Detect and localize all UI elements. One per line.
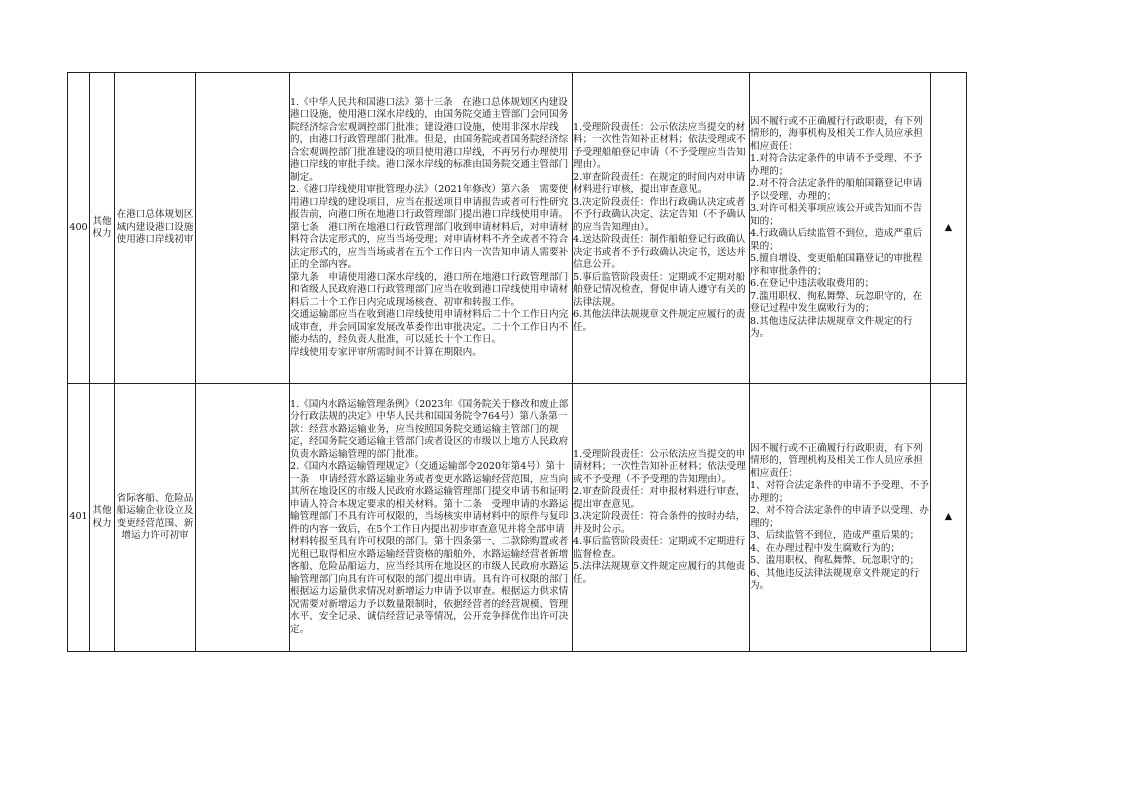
legal-basis [290,384,573,652]
liability-item: 1、对符合法定条件的申请不予受理、不予办理的； [750,480,929,504]
liability-item: 5.擅自增设、变更船舶国籍登记的审批程序和审批条件的； [750,253,923,277]
basis-paragraph: 第七条 港口所在地港口行政管理部门收到申请材料后，对申请材料符合法定形式的，应当当场受理；对申请材料不齐全或者不符合法定形式的，应当当场或者在五个工作日内一次告知申请人需要补正的全部内容。 [290,221,569,271]
duty-item: 3.决定阶段责任：作出行政确认决定或者不予行政确认决定、法定告知（不予确认的应当告知理由）。 [573,196,746,233]
accountability-items [750,384,931,652]
basis-paragraph: 2.《港口岸线使用审批管理办法》（2021年修改）第六条 需要使用港口岸线的建设项目，应当在报送项目申请报告或者可行性研究报告前，向港口所在地港口行政管理部门提出港口岸线使用申请。 [290,184,569,221]
liability-item: 因不履行或不正确履行行政职责，有下列情形的，管理机构及相关工作人员应承担相应责任： [750,442,923,479]
liability-item: 1.对符合法定条件的申请不予受理、不予办理的； [750,153,923,177]
table-row [68,73,967,384]
responsibility-items [573,384,750,652]
item-name: 在港口总体规划区域内建设港口设施使用港口岸线初审 [115,73,196,384]
basis-paragraph: 岸线使用专家评审所需时间不计算在期限内。 [290,346,482,358]
liability-item: 4.行政确认后续监管不到位，造成严重后果的； [750,228,923,252]
basis-paragraph: 2.《国内水路运输管理规定》（交通运输部令2020年第4号）第十一条 申请经营水路运输业务或者变更水路运输经营范围，应当向其所在地设区的市级人民政府水路运输管理部门提交申请书和证明申请人符合本规定要求的相关材料。第十二条 受理申请的水路运输管理部门不具有许可权限的，当场核实申请材料中的原件与复印件的内容一致后，在5个工作日内提出初步审查意见并将全部申请材料转报至具有许可权限的部门。第十四条第一、二款除购置或者光租已取得相应水路运输经营资格的船舶外，水路运输经营者新增客船、危险品船运力，应当经其所在地设区的市级人民政府水路运输管理部门向具有许可权限的部门提出申请。具有许可权限的部门根据运力运量供求情况对新增运力申请予以审查。根据运力供求情况需要对新增运力予以数量限制时，依据经营者的经营规模、管理水平、安全记录、诚信经营记录等情况，公开竞争择优作出许可决定。 [290,461,569,635]
basis-paragraph: 第九条 申请使用港口深水岸线的，港口所在地港口行政管理部门和省级人民政府港口行政管理部门应当在收到港口岸线使用申请材料后二十个工作日内完成现场核查、初审和转报工作。 [290,271,569,308]
power-type: 其他权力 [90,384,115,652]
duty-item: 2.审查阶段责任：在规定的时间内对申请材料进行审核，提出审查意见。 [573,171,746,196]
duty-item: 4.送达阶段责任：制作船舶登记行政确认决定书或者不予行政确认决定书，送达并信息公开。 [573,234,746,271]
basis-paragraph: 1.《国内水路运输管理条例》（2023年《国务院关于修改和废止部分行政法规的决定》中华人民共和国国务院令764号）第八条第一款：经营水路运输业务，应当按照国务院交通运输主管部门的规定，经国务院交通运输主管部门或者设区的市级以上地方人民政府负责水路运输管理的部门批准。 [290,398,569,460]
basis-paragraph: 1.《中华人民共和国港口法》第十三条 在港口总体规划区内建设港口设施，使用港口深水岸线的，由国务院交通主管部门会同国务院经济综合宏观调控部门批准；建设港口设施，使用非深水岸线的，由港口行政管理部门批准。但是，由国务院或者国务院经济综合宏观调控部门批准建设的项目使用港口岸线，不再另行办理使用港口岸线的审批手续。港口深水岸线的标准由国务院交通主管部门制定。 [290,96,569,183]
liability-item: 5、滥用职权、徇私舞弊、玩忽职守的； [750,555,920,566]
item-number: 401 [68,384,90,652]
liability-item: 7.滥用职权、徇私舞弊、玩忽职守的，在登记过程中发生腐败行为的； [750,290,923,314]
duty-item: 1.受理阶段责任：公示依法应当提交的申请材料；一次性告知补正材料；依法受理或不予受理（不予受理的告知理由）。 [573,448,746,485]
duty-item: 5.事后监管阶段责任：定期或不定期对船舶登记情况检查，督促申请人遵守有关的法律法规。 [573,271,746,308]
duty-item: 5.法律法规规章文件规定应履行的其他责任。 [573,561,746,585]
legal-basis [290,73,573,384]
empty-cell [196,384,290,652]
liability-item: 8.其他违反法律法规规章文件规定的行为。 [750,315,913,339]
power-type: 其他权力 [90,73,115,384]
power-list-table [67,72,967,652]
duty-item: 3.决定阶段责任：符合条件的按时办结，并及时公示。 [573,511,746,535]
liability-item: 因不履行或不正确履行行政职责，有下列情形的，海事机构及相关工作人员应承担相应责任： [750,115,923,152]
item-name: 省际客船、危险品船运输企业设立及变更经营范围、新增运力许可初审 [115,384,196,652]
empty-cell [196,73,290,384]
liability-item: 3、后续监管不到位，造成严重后果的； [750,530,920,541]
basis-paragraph: 交通运输部应当在收到港口岸线使用申请材料后二十个工作日内完成审查，并会同国家发展改革委作出审批决定。二十个工作日内不能办结的，经负责人批准，可以延长十个工作日。 [290,309,569,346]
duty-item: 1.受理阶段责任：公示依法应当提交的材料；一次性告知补正材料；依法受理或不予受理船舶登记申请（不予受理应当告知理由）。 [573,121,746,171]
liability-item: 4、在办理过程中发生腐败行为的； [750,542,901,554]
item-number: 400 [68,73,90,384]
duty-item: 4.事后监管阶段责任：定期或不定期进行监督检查。 [573,536,746,560]
liability-item: 6.在登记中违法收取费用的； [750,278,875,289]
duty-item: 2.审查阶段责任：对申报材料进行审查，提出审查意见。 [573,486,746,510]
triangle-mark: ▲ [931,73,967,384]
liability-item: 3.对许可相关事项应该公开或告知而不告知的； [750,203,923,227]
accountability-items [750,73,931,384]
liability-item: 2、对不符合法定条件的申请予以受理、办理的； [750,505,929,529]
liability-item: 6、其他违反法律法规规章文件规定的行为。 [750,567,920,591]
liability-item: 2.对不符合法定条件的船舶国籍登记申请予以受理、办理的； [750,178,923,202]
responsibility-items [573,73,750,384]
table-row [68,384,967,652]
triangle-mark: ▲ [931,384,967,652]
duty-item: 6.其他法律法规规章文件规定应履行的责任。 [573,309,746,333]
